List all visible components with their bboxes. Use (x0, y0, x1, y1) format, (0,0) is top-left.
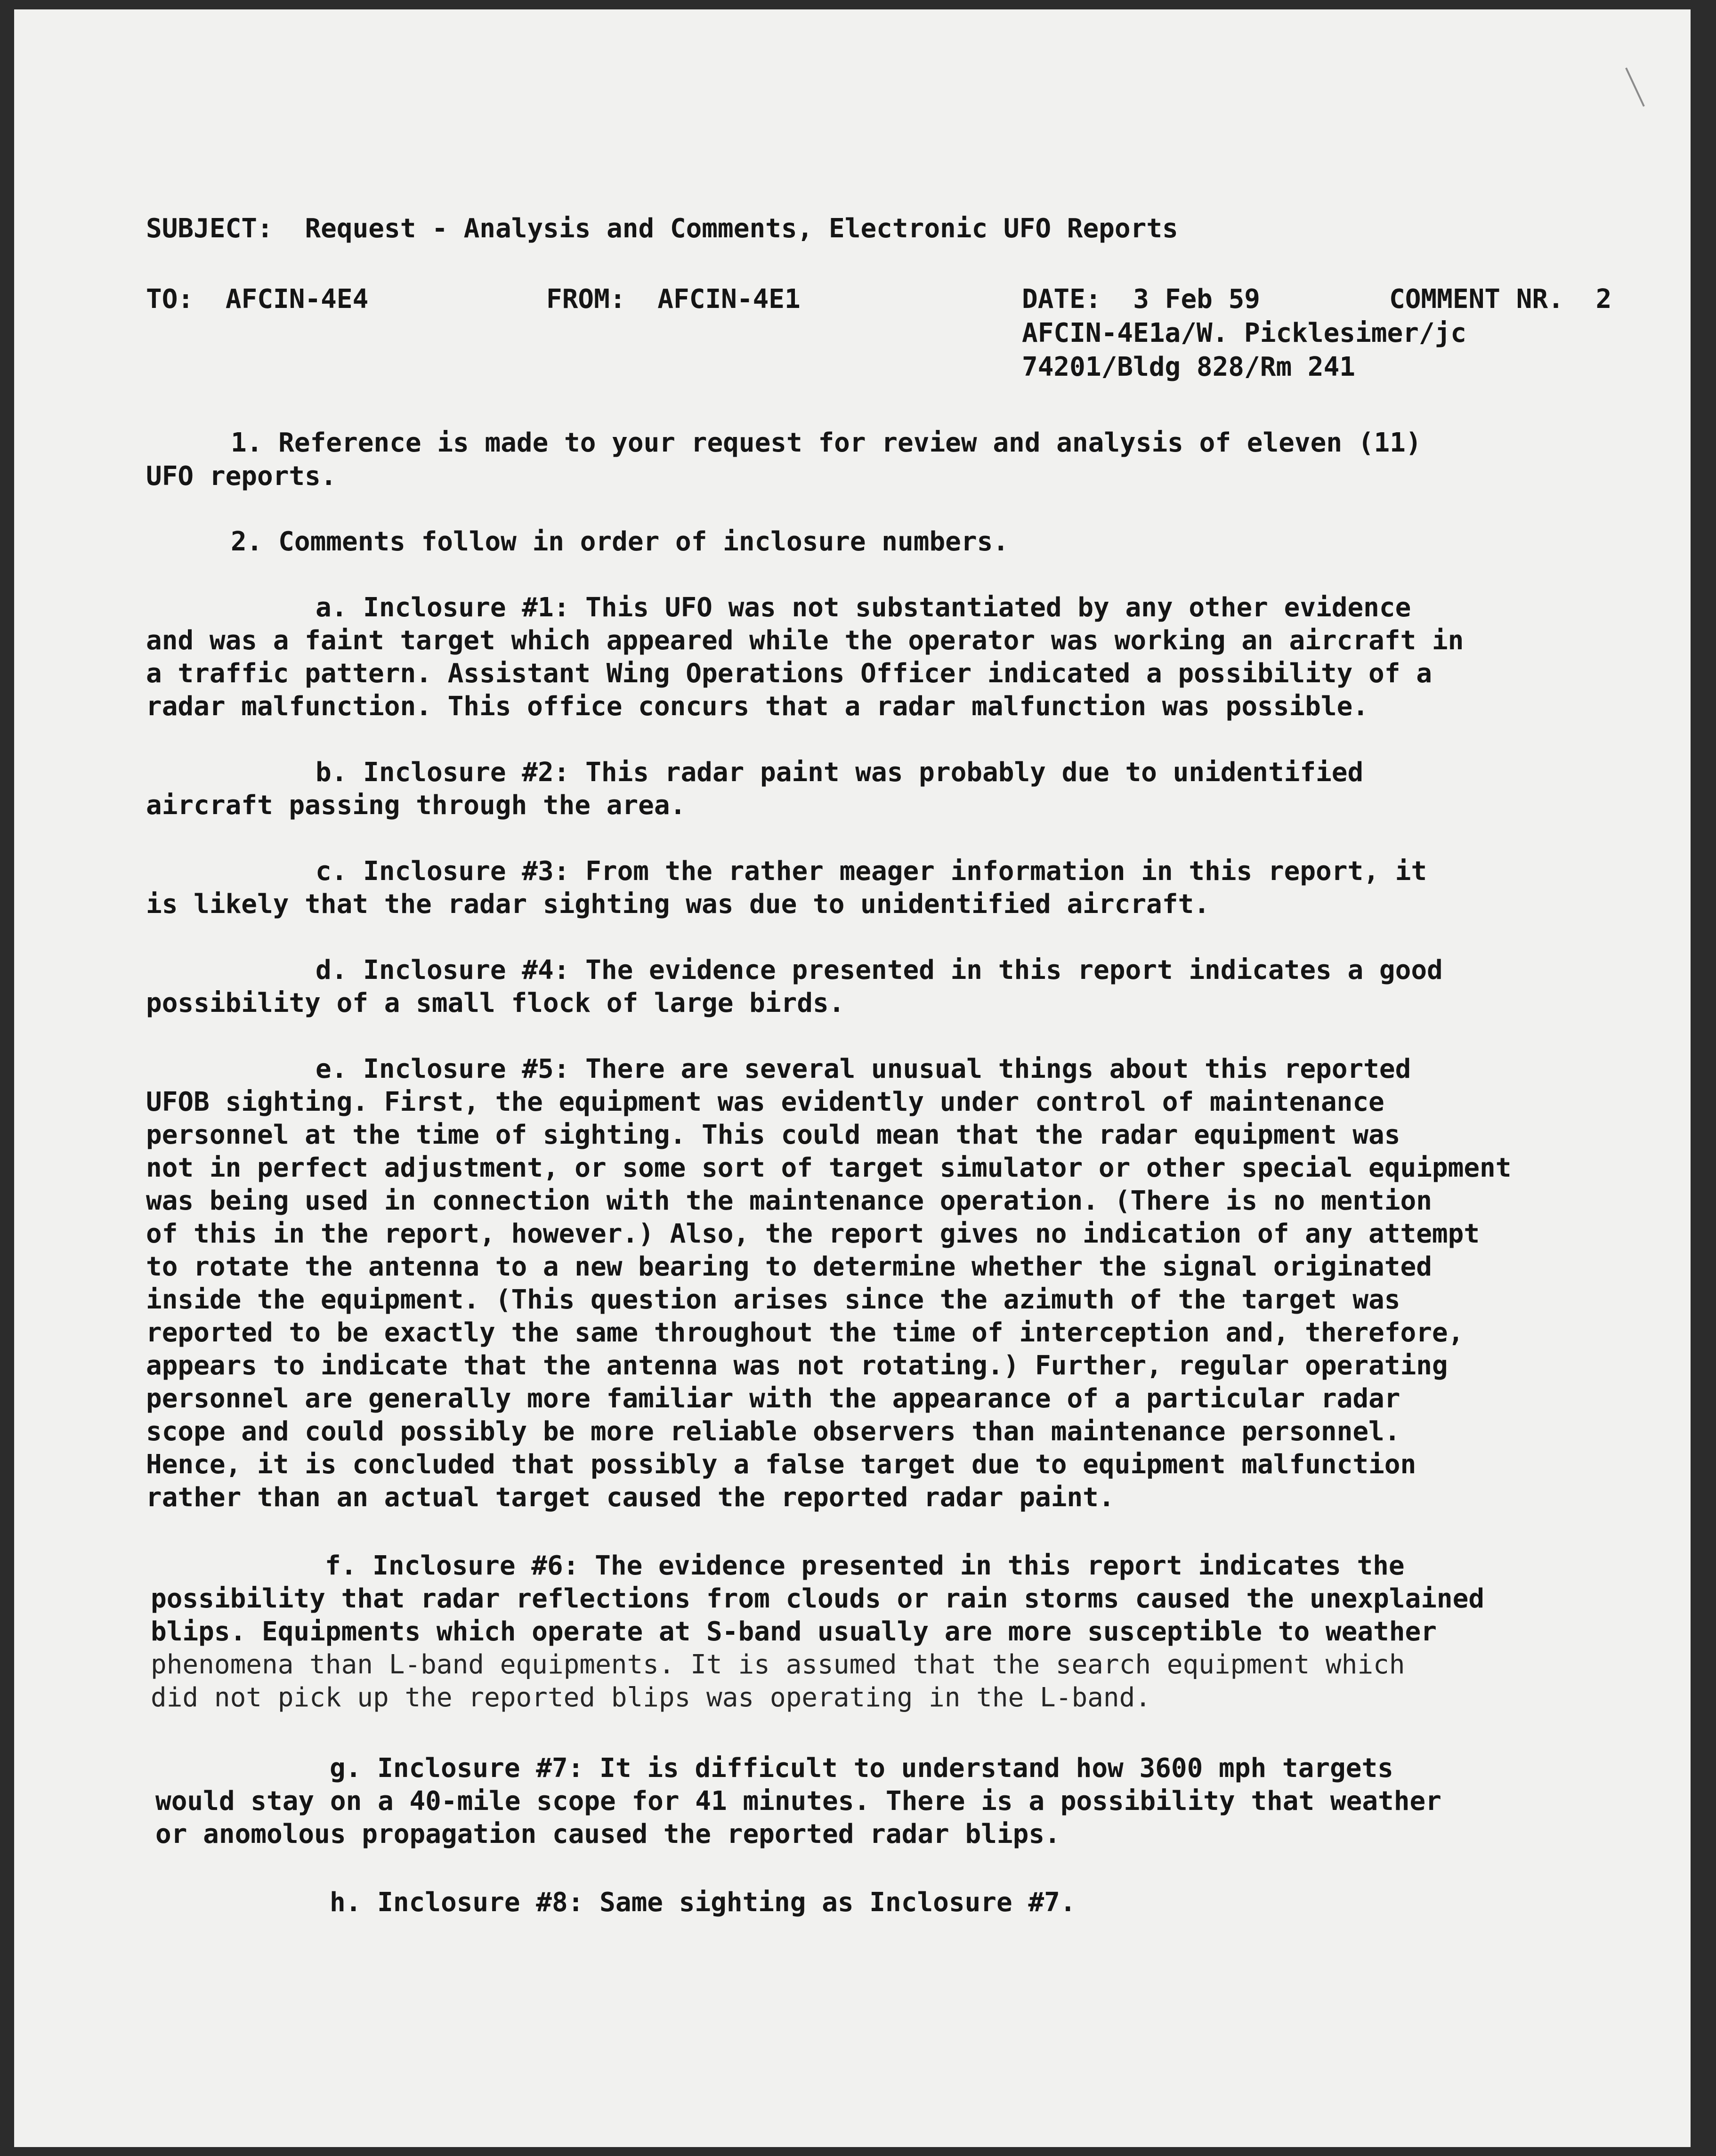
para-e-line-6: of this in the report, however.) Also, the report gives no indication of any attempt (146, 1219, 1480, 1249)
originator-line-2: 74201/Bldg 828/Rm 241 (1022, 352, 1356, 382)
para-a-line-4: radar malfunction. This office concurs that a radar malfunction was possible. (146, 691, 1369, 722)
para-e-line-10: appears to indicate that the antenna was not rotating.) Further, regular operating (146, 1350, 1448, 1381)
from-field (546, 283, 801, 316)
para-e-line-5: was being used in connection with the maintenance operation. (There is no mention (146, 1186, 1432, 1216)
para-e-line-14: rather than an actual target caused the reported radar paint. (146, 1482, 1115, 1513)
para-c-line-2: is likely that the radar sighting was due to unidentified aircraft. (146, 889, 1210, 920)
originator-line-1: AFCIN-4E1a/W. Picklesimer/jc (1022, 318, 1467, 348)
para-g-line-1: g. Inclosure #7: It is difficult to understand how 3600 mph targets (330, 1753, 1393, 1784)
to-field (146, 283, 368, 316)
para-e-line-11: personnel are generally more familiar with the appearance of a particular radar (146, 1383, 1400, 1414)
para-f-line-1: f. Inclosure #6: The evidence presented in this report indicates the (325, 1550, 1405, 1581)
page-crease-mark (1625, 67, 1645, 106)
para-d-line-2: possibility of a small flock of large birds. (146, 988, 845, 1018)
from-label: FROM: (546, 284, 626, 315)
to-value: AFCIN-4E4 (225, 284, 369, 315)
para-e-line-13: Hence, it is concluded that possibly a false target due to equipment malfunction (146, 1449, 1417, 1480)
para-b-line-1: b. Inclosure #2: This radar paint was probably due to unidentified (316, 757, 1364, 788)
para-f-line-2: possibility that radar reflections from clouds or rain storms caused the unexplained (151, 1583, 1485, 1614)
subject-text: Request - Analysis and Comments, Electronic UFO Reports (305, 213, 1178, 244)
para-e-line-7: to rotate the antenna to a new bearing to determine whether the signal originated (146, 1252, 1432, 1282)
date-field (1022, 283, 1260, 316)
to-label: TO: (146, 284, 194, 315)
date-label: DATE: (1022, 284, 1101, 315)
para-e-line-3: personnel at the time of sighting. This could mean that the radar equipment was (146, 1120, 1400, 1150)
para-g-line-3: or anomolous propagation caused the reported radar blips. (155, 1819, 1060, 1849)
comment-label: COMMENT NR. (1389, 284, 1564, 315)
comment-number-field (1389, 283, 1611, 316)
para-e-line-12: scope and could possibly be more reliable observers than maintenance personnel. (146, 1416, 1400, 1447)
para-d-line-1: d. Inclosure #4: The evidence presented in this report indicates a good (316, 955, 1443, 985)
para-1-line-1: 1. Reference is made to your request for review and analysis of eleven (11) (231, 428, 1422, 458)
para-1-line-2: UFO reports. (146, 461, 337, 492)
para-e-line-8: inside the equipment. (This question arises since the azimuth of the target was (146, 1284, 1400, 1315)
para-f-line-5: did not pick up the reported blips was operating in the L-band. (151, 1682, 1151, 1713)
para-g-line-2: would stay on a 40-mile scope for 41 minutes. There is a possibility that weather (155, 1786, 1441, 1817)
para-f-line-4: phenomena than L-band equipments. It is assumed that the search equipment which (151, 1649, 1405, 1680)
para-a-line-1: a. Inclosure #1: This UFO was not substantiated by any other evidence (316, 592, 1411, 623)
para-b-line-2: aircraft passing through the area. (146, 790, 686, 821)
date-value: 3 Feb 59 (1133, 284, 1261, 315)
para-h-line-1: h. Inclosure #8: Same sighting as Inclosure #7. (330, 1887, 1076, 1918)
comment-value: 2 (1595, 284, 1612, 315)
para-a-line-2: and was a faint target which appeared while the operator was working an aircraft in (146, 625, 1464, 656)
document-page (14, 9, 1691, 2147)
from-value: AFCIN-4E1 (657, 284, 801, 315)
para-f-line-3: blips. Equipments which operate at S-band usually are more susceptible to weather (151, 1616, 1437, 1647)
subject-label: SUBJECT: (146, 213, 273, 244)
para-c-line-1: c. Inclosure #3: From the rather meager information in this report, it (316, 856, 1427, 887)
para-e-line-2: UFOB sighting. First, the equipment was evidently under control of maintenance (146, 1087, 1384, 1117)
para-a-line-3: a traffic pattern. Assistant Wing Operations Officer indicated a possibility of a (146, 658, 1432, 689)
para-e-line-9: reported to be exactly the same throughout the time of interception and, therefore, (146, 1317, 1464, 1348)
para-e-line-1: e. Inclosure #5: There are several unusual things about this reported (316, 1054, 1411, 1084)
para-e-line-4: not in perfect adjustment, or some sort of target simulator or other special equipment (146, 1153, 1512, 1183)
para-2-line-1: 2. Comments follow in order of inclosure numbers. (231, 526, 1009, 557)
subject-line (146, 212, 1178, 245)
